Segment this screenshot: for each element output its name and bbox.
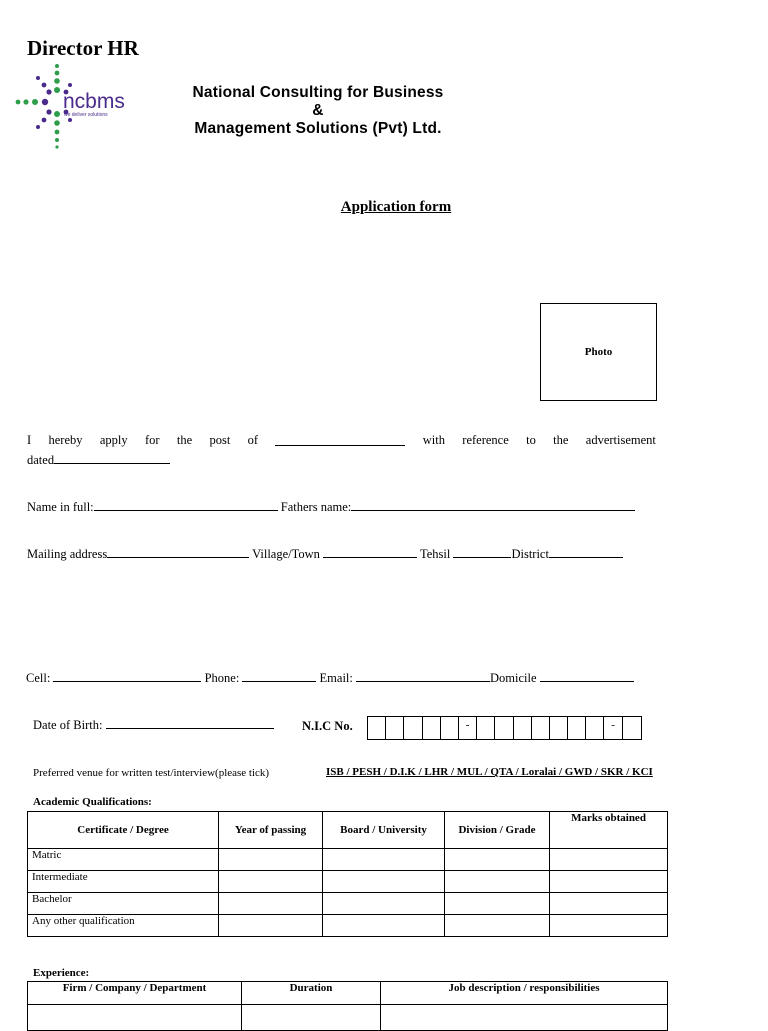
cell-field[interactable] [53,669,201,682]
column-header: Certificate / Degree [28,812,219,849]
table-cell[interactable] [219,871,323,893]
table-cell[interactable] [445,849,550,871]
table-cell[interactable] [550,871,668,893]
table-cell[interactable] [445,893,550,915]
venue-options[interactable]: ISB / PESH / D.I.K / LHR / MUL / QTA / Loralai / GWD / SKR / KCI [326,766,653,778]
table-cell[interactable] [219,915,323,937]
nic-box[interactable] [623,717,641,739]
table-cell[interactable] [445,915,550,937]
column-header: Firm / Company / Department [28,982,242,1005]
nic-box[interactable] [423,717,441,739]
village-label: Village/Town [252,547,320,561]
table-cell[interactable] [28,1005,242,1031]
nic-dash: - [604,717,622,739]
row-label: Any other qualification [28,915,219,937]
apply-word: the [553,433,569,447]
apply-word: of [247,433,259,447]
apply-word: for [144,433,160,447]
table-cell[interactable] [323,871,445,893]
table-row [28,893,668,915]
domicile-field[interactable] [540,669,634,682]
nic-box[interactable] [568,717,586,739]
table-cell[interactable] [323,849,445,871]
table-cell[interactable] [219,893,323,915]
nic-box[interactable] [586,717,604,739]
apply-word: I [27,433,32,447]
table-cell[interactable] [381,1005,668,1031]
nic-box[interactable] [404,717,422,739]
company-line-2: & [312,102,324,119]
apply-word: to [526,433,536,447]
table-row [28,849,668,871]
column-header: Board / University [323,812,445,849]
mailing-label: Mailing address [27,547,108,561]
column-header: Division / Grade [445,812,550,849]
venue-label: Preferred venue for written test/interview(please tick) [33,767,270,779]
phone-field[interactable] [242,669,316,682]
nic-box[interactable] [532,717,550,739]
apply-word: with [422,433,445,447]
district-label: District [511,547,549,561]
logo-tagline: we deliver solutions [64,112,108,118]
nic-box[interactable] [368,717,386,739]
apply-word: the [176,433,193,447]
column-header: Duration [242,982,381,1005]
contact-row [26,669,634,686]
nic-boxes[interactable] [367,716,642,740]
column-header: Year of passing [219,812,323,849]
tehsil-field[interactable] [453,545,511,558]
name-row [27,498,635,515]
table-cell[interactable] [550,915,668,937]
nic-box[interactable] [441,717,459,739]
village-field[interactable] [323,545,417,558]
company-line-3: Management Solutions (Pvt) Ltd. [194,120,442,137]
nic-label: N.I.C No. [302,719,353,733]
dob-field[interactable] [106,716,274,729]
father-label: Fathers name: [280,500,352,514]
table-row [28,871,668,893]
apply-word: hereby [48,433,83,447]
logo-text: ncbms [63,90,125,113]
ncbms-logo [14,60,142,152]
dated-row [27,451,170,468]
photo-box [540,303,657,401]
nic-dash: - [459,717,477,739]
nic-box[interactable] [550,717,568,739]
table-cell[interactable] [445,871,550,893]
column-header: Job description / responsibilities [381,982,668,1005]
table-row [28,1005,668,1031]
table-header-row [28,982,668,1005]
father-name-field[interactable] [351,498,635,511]
nic-box[interactable] [514,717,532,739]
form-title: Application form [340,199,452,215]
nic-box[interactable] [477,717,495,739]
table-cell[interactable] [242,1005,381,1031]
table-cell[interactable] [550,893,668,915]
domicile-label: Domicile [490,671,537,685]
dated-field[interactable] [54,451,170,464]
row-label: Matric [28,849,219,871]
table-cell[interactable] [550,849,668,871]
post-field[interactable] [275,433,405,446]
page-title: Director HR [27,36,139,60]
mailing-address-field[interactable] [107,545,249,558]
table-cell[interactable] [323,915,445,937]
photo-label: Photo [584,346,613,358]
name-label: Name in full: [27,500,94,514]
cell-label: Cell: [26,671,51,685]
apply-word: post [209,433,231,447]
apply-sentence [27,433,656,448]
phone-label: Phone: [204,671,240,685]
row-label: Intermediate [28,871,219,893]
company-line-1: National Consulting for Business [192,84,444,101]
nic-box[interactable] [386,717,404,739]
apply-word: apply [99,433,128,447]
table-cell[interactable] [219,849,323,871]
column-header: Marks obtained [550,812,668,849]
table-cell[interactable] [323,893,445,915]
nic-box[interactable] [495,717,513,739]
name-field[interactable] [94,498,278,511]
dob-label: Date of Birth: [33,718,103,732]
email-field[interactable] [356,669,490,682]
dated-label: dated [27,453,55,467]
table-header-row [28,812,668,849]
company-name [143,84,493,138]
apply-word: advertisement [585,433,656,447]
table-row [28,915,668,937]
row-label: Bachelor [28,893,219,915]
experience-heading: Experience: [33,967,90,979]
dob-row [33,716,274,733]
address-row [27,545,623,562]
apply-word: reference [462,433,509,447]
email-label: Email: [319,671,353,685]
district-field[interactable] [549,545,623,558]
academic-table [27,811,668,937]
tehsil-label: Tehsil [419,547,451,561]
academic-heading: Academic Qualifications: [33,796,152,808]
